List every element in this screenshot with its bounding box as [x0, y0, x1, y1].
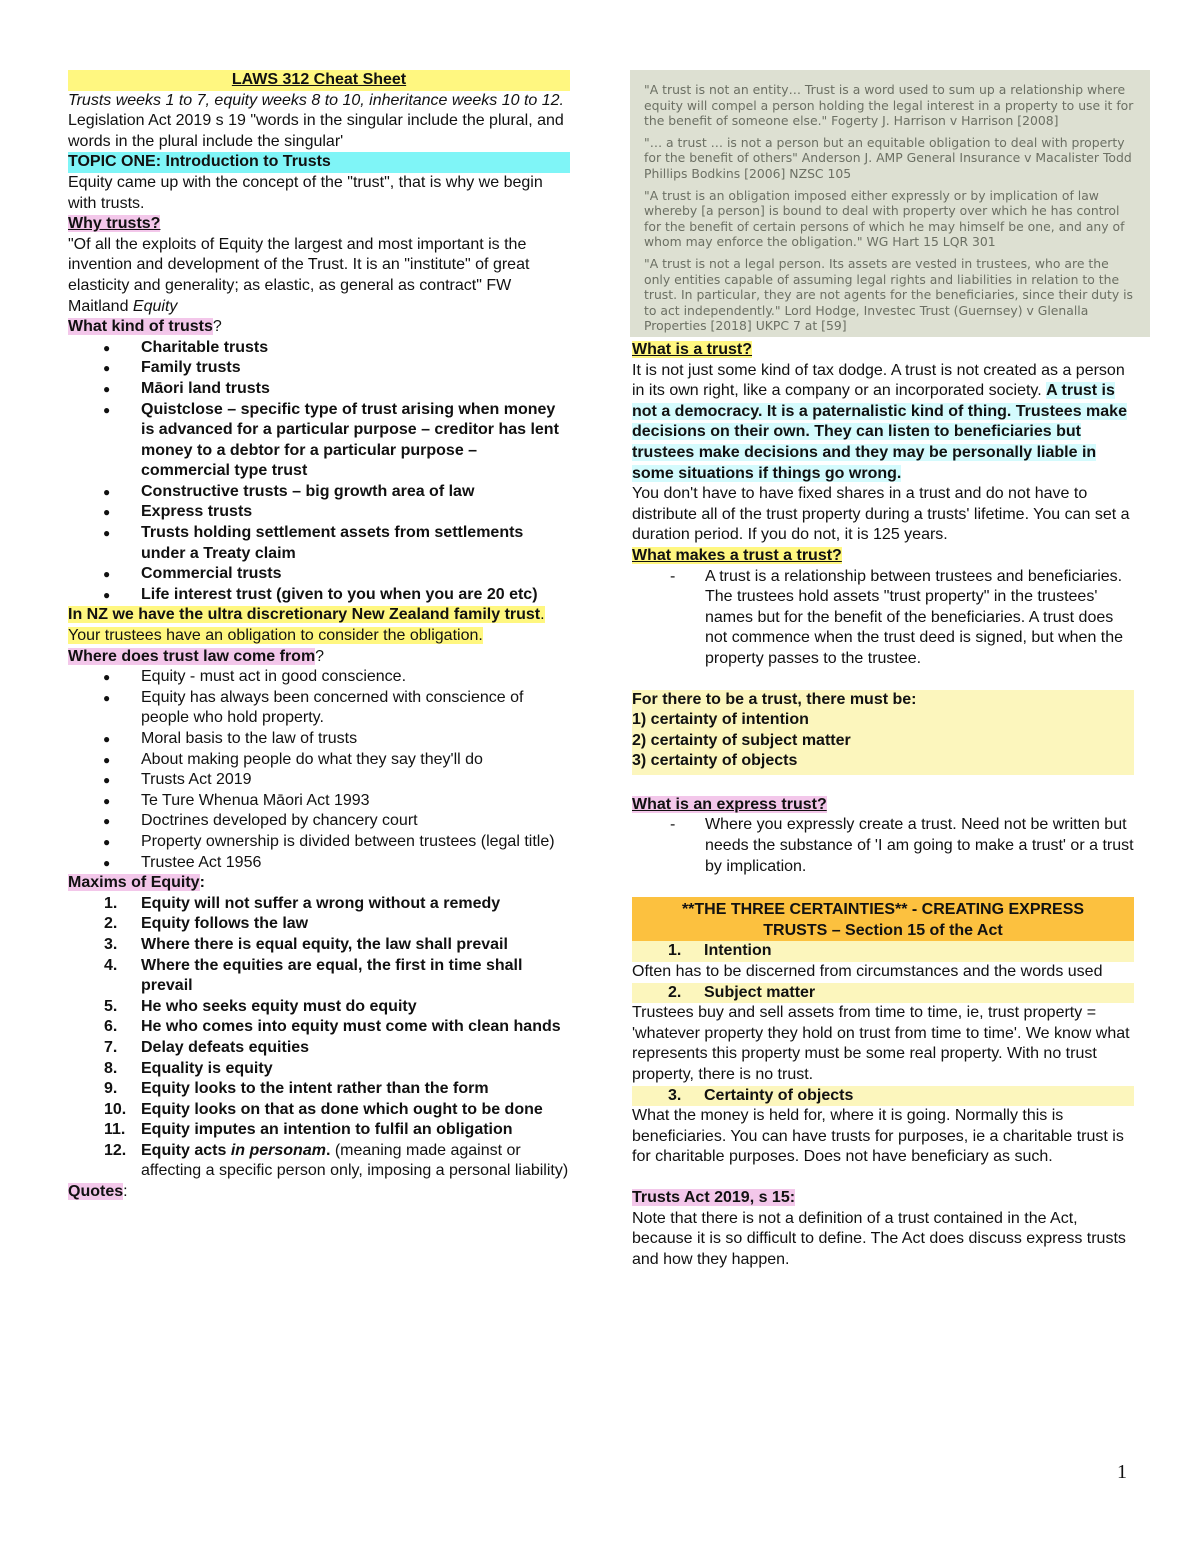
quote-amp: "… a trust … is not a person but an equitable obligation to deal with property for the benefit of others" Anderson J. AMP General Insurance v Macalister Todd Phillips Bodkins [2006] NZSC 105	[644, 134, 1132, 181]
maxims-list	[68, 894, 570, 1182]
nz-family-trust-note: In NZ we have the ultra discretionary New Zealand family trust. Your trustees have an obligation to consider the obligation.	[68, 606, 545, 645]
list-item: 6. He who comes into equity must come with clean hands	[104, 1018, 561, 1036]
three-certainties-heading	[632, 897, 1134, 941]
list-item: - Where you expressly create a trust. Need not be written but needs the substance of 'I am going to make a trust' or a trust by implication.	[632, 815, 1134, 877]
must-be-label: For there to be a trust, there must be:	[632, 690, 917, 708]
express-heading: What is an express trust?	[632, 795, 827, 813]
act-heading: Trusts Act 2019, s 15:	[632, 1188, 796, 1206]
where-heading: Where does trust law come from?	[68, 647, 325, 665]
list-item: ● Constructive trusts – big growth area of law	[68, 482, 570, 503]
fixed-shares-text: You don't have to have fixed shares in a trust and do not have to distribute all of the trust property during a trusts' lifetime. You can set a duration period. If you do not, it is 125 years.	[632, 485, 1130, 544]
section-objects-text: What the money is held for, where it is going. Normally this is beneficiaries. You can have trusts for purposes, ie a charitable trust is for charitable purposes. Does not have beneficiary as such.	[632, 1107, 1124, 1166]
list-item: ● Trusts holding settlement assets from settlements under a Treaty claim	[68, 523, 570, 564]
makes-heading: What makes a trust a trust?	[632, 546, 842, 564]
list-item: ● Family trusts	[68, 358, 570, 379]
doc-subtitle: Trusts weeks 1 to 7, equity weeks 8 to 10, inheritance weeks 10 to 12.	[68, 91, 564, 109]
list-item: ● Māori land trusts	[68, 379, 570, 400]
three-certainties-line1: **THE THREE CERTAINTIES** - CREATING EXPRESS	[681, 901, 1085, 919]
list-item: ● Commercial trusts	[68, 564, 570, 585]
list-item: 11. Equity imputes an intention to fulfil an obligation	[104, 1121, 513, 1139]
act-text: Note that there is not a definition of a trust contained in the Act, because it is so difficult to define. The Act does discuss express trusts and how they happen.	[632, 1209, 1126, 1268]
list-item: 8. Equality is equity	[104, 1059, 273, 1077]
quote-investec: "A trust is not a legal person. Its assets are vested in trustees, who are the only entities capable of assuming legal rights and liabilities in relation to the trust. In particular, they are not agents for the beneficiaries, since their duty is to act independently." Lord Hodge, Investec Trust (Guernsey) v Glenalla Properties [2018] UKPC 7 at [59]	[644, 255, 1134, 334]
certainty-subject: 2) certainty of subject matter	[632, 731, 851, 749]
maxims-heading: Maxims of Equity:	[68, 874, 205, 892]
left-column	[68, 70, 570, 1203]
page-number: 1	[1117, 1461, 1127, 1483]
list-item: ● Te Ture Whenua Māori Act 1993	[68, 791, 570, 812]
certainty-intention: 1) certainty of intention	[632, 711, 809, 729]
doc-title: LAWS 312 Cheat Sheet	[68, 70, 570, 91]
what-is-text: It is not just some kind of tax dodge. A trust is not created as a person in its own right, like a company or an incorporated society. A trust is not a democracy. It is a paternalistic kind of thing. Trustees make decisions on their own. They can listen to beneficiaries but trustees make decisions and they may be personally liable in some situations if things go wrong.	[632, 361, 1127, 482]
quotes-heading: Quotes:	[68, 1183, 128, 1201]
list-item: ● Trusts Act 2019	[68, 770, 570, 791]
list-item: ● Quistclose – specific type of trust arising when money is advanced for a particular purpose – creditor has lent money to a debtor for a particular purpose – commercial type trust	[68, 400, 570, 482]
section-intention-text: Often has to be discerned from circumstances and the words used	[632, 963, 1103, 981]
section-intention-heading: 1. Intention	[632, 941, 1134, 962]
certainties-box	[632, 690, 1134, 775]
kinds-list	[68, 338, 570, 606]
list-item: 3. Where there is equal equity, the law shall prevail	[104, 935, 508, 953]
list-item: 5. He who seeks equity must do equity	[104, 997, 417, 1015]
list-item: ● Charitable trusts	[68, 338, 570, 359]
list-item: ● Property ownership is divided between trustees (legal title)	[68, 832, 570, 853]
why-trusts-heading: Why trusts?	[68, 215, 161, 233]
list-item: ● Moral basis to the law of trusts	[68, 729, 570, 750]
list-item: ● Equity - must act in good conscience.	[68, 667, 570, 688]
list-item: ● Doctrines developed by chancery court	[68, 811, 570, 832]
what-is-heading: What is a trust?	[632, 341, 753, 358]
three-certainties-line2: TRUSTS – Section 15 of the Act	[763, 921, 1003, 939]
section-subject-text: Trustees buy and sell assets from time to time, ie, trust property = 'whatever property they hold on trust from time to time'. We know what represents this property must be some real property. With no trust property, there is no trust.	[632, 1004, 1130, 1083]
makes-list	[632, 567, 1134, 670]
kinds-heading: What kind of trusts?	[68, 318, 222, 336]
quote-hart: "A trust is an obligation imposed either expressly or by implication of law whereby [a person] is bound to deal with property over which he has control for the benefit of certain persons of which he may himself be one, and any of whom may enforce the obligation." WG Hart 15 LQR 301	[644, 187, 1125, 250]
list-item: ● About making people do what they say they'll do	[68, 750, 570, 771]
list-item: 12. Equity acts in personam. (meaning made against or affecting a specific person only, imposing a personal liability)	[104, 1141, 569, 1180]
list-item: ● Trustee Act 1956	[68, 853, 570, 874]
legislation-note: Legislation Act 2019 s 19 "words in the singular include the plural, and words in the plural include the singular'	[68, 112, 564, 150]
list-item: - A trust is a relationship between trustees and beneficiaries. The trustees hold assets "trust property" in the trustees' names but for the benefit of the beneficiaries. A trust does not commence when the trust deed is signed, but when the property passes to the trustee.	[632, 567, 1134, 670]
quote-harrison: "A trust is not an entity… Trust is a word used to sum up a relationship where equity will compel a person holding the legal interest in a property to use it for the benefit of someone else." Fogerty J. Harrison v Harrison [2008]	[644, 82, 1134, 129]
list-item: ● Life interest trust (given to you when you are 20 etc)	[68, 585, 570, 606]
certainty-objects: 3) certainty of objects	[632, 752, 798, 770]
list-item: 9. Equity looks to the intent rather than the form	[104, 1080, 489, 1098]
list-item: 1. Equity will not suffer a wrong without a remedy	[104, 894, 501, 912]
list-item: ● Equity has always been concerned with conscience of people who hold property.	[68, 688, 570, 729]
list-item: ● Express trusts	[68, 502, 570, 523]
right-column	[632, 70, 1134, 1270]
sources-list	[68, 667, 570, 873]
list-item: 2. Equity follows the law	[104, 915, 309, 933]
topic-intro: Equity came up with the concept of the "trust", that is why we begin with trusts.	[68, 173, 543, 212]
section-subject-heading: 2. Subject matter	[632, 983, 1134, 1004]
quotes-image	[630, 70, 1150, 337]
list-item: 10. Equity looks on that as done which ought to be done	[104, 1100, 543, 1118]
topic-one-heading: TOPIC ONE: Introduction to Trusts	[68, 152, 570, 173]
express-list	[632, 815, 1134, 877]
maitland-quote: "Of all the exploits of Equity the largest and most important is the invention and development of the Trust. It is an "institute" of great elasticity and generality; as elastic, as general as contract" FW Maitland Equity	[68, 235, 530, 315]
list-item: 4. Where the equities are equal, the first in time shall prevail	[104, 956, 523, 995]
section-objects-heading: 3. Certainty of objects	[632, 1086, 1134, 1107]
list-item: 7. Delay defeats equities	[104, 1038, 310, 1056]
